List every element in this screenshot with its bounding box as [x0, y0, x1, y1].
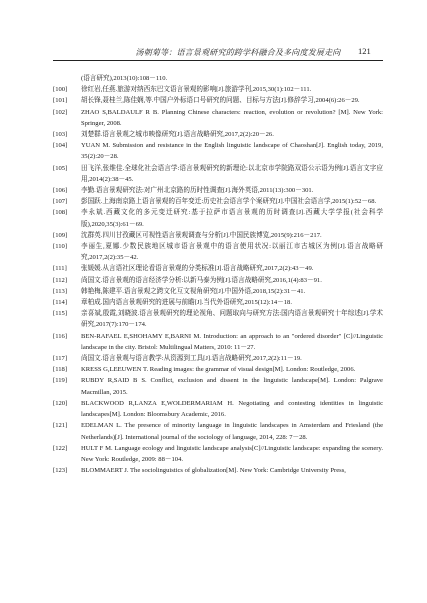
- reference-item: [53, 443, 383, 465]
- reference-text: 韩艳梅,陈建平.语言景观之跨文化互文视角研究[J].中国外语,2018,15(2):31－41.: [81, 287, 306, 295]
- reference-number: [123]: [53, 467, 68, 475]
- reference-item: [53, 375, 383, 397]
- reference-text: 尚国文.语言景观的语言经济学分析:以新马泰为例[J].语言战略研究,2016,1(4):83－91.: [81, 276, 322, 284]
- reference-number: [119]: [53, 377, 68, 385]
- reference-number: [100]: [53, 86, 68, 94]
- reference-text: HULT F M. Language ecology and linguistic landscape analysis[C]//Linguistic landscape: expanding the scenery. New York: Routledge, 2009: 88－104.: [81, 444, 383, 463]
- reference-text: 徐红岩,任燕.旅游对纳西东巴文语言景观的影响[J].旅游学刊,2015,30(1):102－111.: [81, 86, 312, 94]
- reference-item: [53, 364, 383, 375]
- reference-item: [53, 353, 383, 364]
- reference-item: [53, 275, 383, 286]
- reference-text: KRESS G,LEEUWEN T. Reading images: the grammar of visual design[M]. London: Routledge, 2006.: [81, 366, 356, 374]
- reference-text: 章柏成.国内语言景观研究的进展与前瞻[J].当代外语研究,2015(12):14－18.: [81, 299, 292, 307]
- reference-number: [111]: [53, 265, 67, 273]
- reference-number: [113]: [53, 287, 68, 295]
- reference-item: [53, 107, 383, 129]
- reference-number: [115]: [53, 310, 68, 318]
- reference-item: [53, 241, 383, 263]
- reference-text: EDELMAN L. The presence of minority language in linguistic landscapes in Amsterdam and Friesland (the Netherlands)[J]. International journal of the sociology of language, 2014, 228: 7－28.: [81, 422, 383, 441]
- reference-text: 亲喜斌,殷霞,刘晓波.语言景观研究的理论视角、问题取向与研究方法:国内语言景观研究十年综述[J].学术研究,2017(7):170－174.: [81, 310, 383, 329]
- reference-item: [53, 163, 383, 185]
- reference-number: [103]: [53, 131, 68, 139]
- reference-item: [53, 140, 383, 162]
- reference-number: [120]: [53, 399, 68, 407]
- reference-item: [53, 398, 383, 420]
- header-rule: [53, 60, 383, 61]
- reference-number: [101]: [53, 97, 68, 105]
- reference-text: 尚国文.语言景观与语言教学:从资源到工具[J].语言战略研究,2017,2(2):11－19.: [81, 355, 302, 363]
- reference-number: [114]: [53, 299, 68, 307]
- reference-text: BLOMMAERT J. The sociolinguistics of globalization[M]. New York: Cambridge University Press,: [81, 467, 346, 475]
- reference-item: [53, 297, 383, 308]
- reference-number: [117]: [53, 355, 68, 363]
- reference-text: BEN-RAFAEL E,SHOHAMY E,BARNI M. Introduction: an approach to an "ordered disorder" [C]//Linguistic landscape in the city. Bristol: Multilingual Matters, 2010: 11－27.: [81, 332, 383, 351]
- reference-text: 田飞洋,张维佳.全球化社会语言学:语言景观研究的新理论:以北京市学院路双语公示语为例[J].语言文字应用,2014(2):38－45.: [81, 164, 383, 183]
- reference-text: 彭国跃.上海南京路上语言景观的百年变迁:历史社会语言学个案研究[J].中国社会语言学,2015(1):52－68.: [81, 198, 377, 206]
- reference-number: [110]: [53, 243, 68, 251]
- reference-text: 胡长锋,聂桂兰,陈佳娴,等.中国户外标语口号研究的问题、目标与方法[J].修辞学习,2004(6):26－29.: [81, 97, 360, 105]
- reference-number: [116]: [53, 332, 68, 340]
- reference-item: [53, 185, 383, 196]
- reference-number: [109]: [53, 231, 68, 239]
- reference-item: [53, 196, 383, 207]
- reference-number: [102]: [53, 108, 68, 116]
- reference-text: 李勤.语言景观研究法:对广州北京路的历时性调查[J].海外英语,2011(13):300－301.: [81, 187, 314, 195]
- reference-text: ZHAO S,BALDAULF R B. Planning Chinese characters: reaction, evolution or revolution? [M]. New York: Springer, 2008.: [81, 108, 383, 127]
- reference-number: [112]: [53, 276, 68, 284]
- reference-continuation: (语言研究),2013(10):108－110.: [81, 75, 168, 82]
- reference-number: [106]: [53, 187, 68, 195]
- reference-text: 李丽生,夏娜.少数民族地区城市语言景观中的语言使用状况:以丽江市古城区为例[J].语言战略研究,2017,2(2):35－42.: [81, 243, 383, 262]
- reference-text: RUBDY R,SAID B S. Conflict, exclusion and dissent in the linguistic landscape[M]. London: Palgrave Macmillan, 2015.: [81, 377, 383, 396]
- reference-text: 沈群英.四川甘孜藏区可视性语言景观调查与分析[J].中国民族博览,2015(9):216－217.: [81, 231, 322, 239]
- reference-number: [108]: [53, 209, 68, 217]
- reference-text: 刘楚群.语言景观之城市映像研究[J].语言战略研究,2017,2(2):20－26.: [81, 131, 274, 139]
- reference-number: [121]: [53, 422, 68, 430]
- reference-item: [53, 308, 383, 330]
- reference-item: [53, 95, 383, 106]
- reference-number: [105]: [53, 164, 68, 172]
- reference-item: [53, 207, 383, 229]
- reference-item: [53, 263, 383, 274]
- reference-item: [53, 84, 383, 95]
- reference-item: [53, 230, 383, 241]
- reference-item: [53, 286, 383, 297]
- reference-item: [53, 420, 383, 442]
- reference-number: [104]: [53, 142, 68, 150]
- reference-text: BLACKWOOD R,LANZA E,WOLDERMARIAM H. Negotiating and contesting identities in linguistic landscapes[M]. London: Bloomsbury Academic, 2016.: [81, 399, 383, 419]
- reference-text: YUAN M. Submission and resistance in the English linguistic landscape of Chaoshan[J]. English today, 2019, 35(2):20－28.: [81, 142, 383, 161]
- reference-number: [122]: [53, 444, 68, 452]
- reference-text: 张媛媛.从言语社区理论看语言景观的分类标准[J].语言战略研究,2017,2(2):43－49.: [81, 265, 314, 273]
- reference-list: [53, 73, 383, 476]
- reference-items: [53, 84, 383, 476]
- reference-item: [53, 465, 383, 476]
- page-number: 121: [358, 46, 371, 56]
- reference-number: [107]: [53, 198, 68, 206]
- reference-text: 李永斌.西藏文化的多元变迁研究:基于拉萨市语言景观的历时调查[J].西藏大学学报(社会科学版),2020,35(3):61－69.: [81, 209, 383, 228]
- reference-number: [118]: [53, 366, 68, 374]
- reference-item: [53, 331, 383, 353]
- reference-item: [53, 129, 383, 140]
- running-header-title: 汤朝菊等：语言景观研究的跨学科融合及多向度发展走向: [135, 48, 341, 57]
